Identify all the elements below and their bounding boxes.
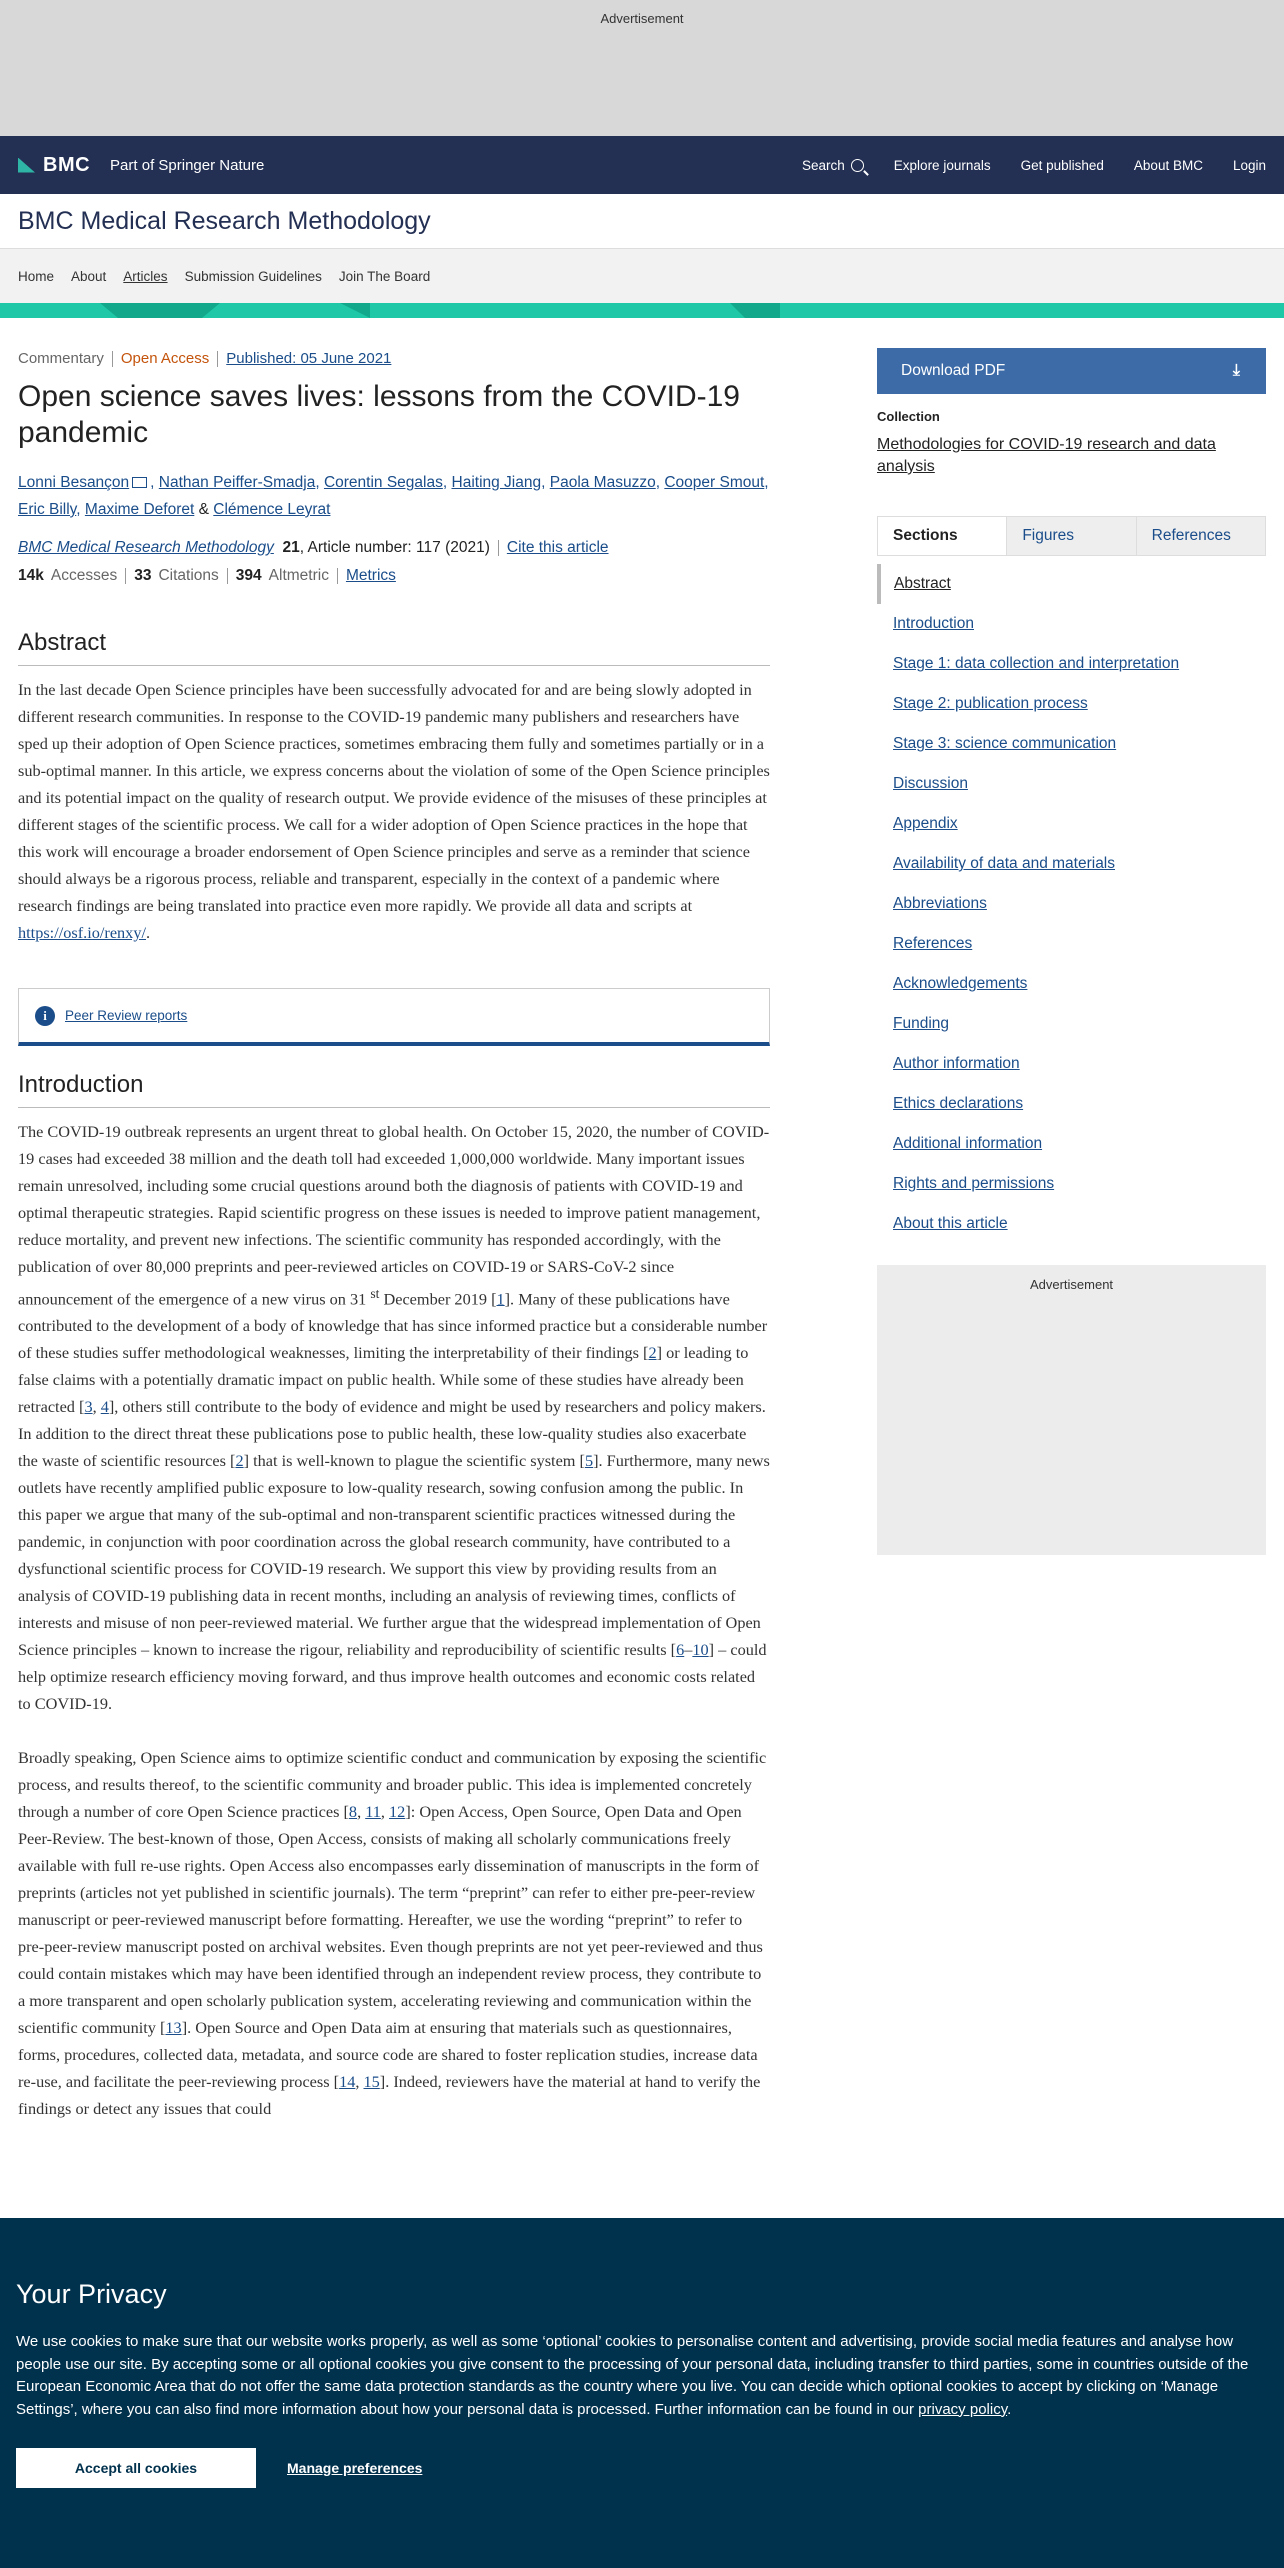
section-link-stage-2[interactable]: Stage 2: publication process bbox=[893, 695, 1088, 712]
citations-label: Citations bbox=[158, 567, 219, 584]
brand-subtitle: Part of Springer Nature bbox=[110, 156, 265, 174]
intro-paragraph-2: Broadly speaking, Open Science aims to optimize scientific conduct and communication by exposing the scientific process, and results thereof, to the scientific community and broader public. This idea is implemented concretely through a number of core Open Science practices [8, 11, 12]: Open Access, Open Source, Open Data and Open Peer-Review. The best-known of those, Open Access, consists of making all scholarly communications freely available with full re-use rights. Open Access also encompasses early dissemination of manuscripts in the form of preprints (articles not yet published in scientific journals). The term “preprint” can refer to either pre-peer-review manuscript or peer-reviewed manuscript before formatting. Hereafter, we use the wording “preprint” to refer to pre-peer-review manuscript posted on archival websites. Even though preprints are not yet peer-reviewed and thus could contain mistakes which may have been identified through an independent review process, they contribute to a more transparent and open scholarly publication system, accelerating reviewing and communication within the scientific community [13]. Open Source and Open Data aim at ensuring that materials such as questionnaires, forms, procedures, collected data, metadata, and source code are shared to foster replication studies, increase data re-use, and facilitate the peer-reviewing process [14, 15]. Indeed, reviewers have the material at hand to verify the findings or detect any issues that could bbox=[18, 1748, 767, 2119]
privacy-buttons bbox=[16, 2448, 1268, 2488]
citation-journal[interactable]: BMC Medical Research Methodology bbox=[18, 539, 274, 556]
reference-link[interactable]: 3 bbox=[84, 1397, 93, 1417]
reference-link[interactable]: 10 bbox=[692, 1640, 709, 1660]
reference-link[interactable]: 13 bbox=[165, 2018, 182, 2038]
citation-line bbox=[18, 539, 770, 557]
article-meta bbox=[18, 350, 770, 367]
section-link-references[interactable]: References bbox=[893, 935, 973, 952]
login-link[interactable]: Login bbox=[1232, 157, 1266, 173]
sidebar-advertisement bbox=[877, 1265, 1266, 1555]
nav-explore-journals[interactable]: Explore journals bbox=[893, 157, 991, 173]
journal-title[interactable]: BMC Medical Research Methodology bbox=[0, 194, 1284, 249]
reference-link[interactable]: 1 bbox=[496, 1289, 505, 1309]
reference-link[interactable]: 4 bbox=[100, 1397, 109, 1417]
journal-nav-articles[interactable]: Articles bbox=[123, 268, 168, 284]
section-link-rights[interactable]: Rights and permissions bbox=[893, 1175, 1055, 1192]
section-link-funding[interactable]: Funding bbox=[893, 1015, 950, 1032]
author-link[interactable]: Haiting Jiang bbox=[451, 474, 542, 491]
section-link-ethics[interactable]: Ethics declarations bbox=[893, 1095, 1024, 1112]
open-access-badge: Open Access bbox=[120, 350, 210, 367]
section-link-additional-information[interactable]: Additional information bbox=[893, 1135, 1043, 1152]
section-link-abbreviations[interactable]: Abbreviations bbox=[893, 895, 987, 912]
article-metrics bbox=[18, 567, 770, 585]
altmetric-label: Altmetric bbox=[268, 567, 329, 584]
info-icon: i bbox=[35, 1006, 55, 1026]
section-link-abstract[interactable]: Abstract bbox=[877, 564, 1266, 604]
article-main bbox=[18, 350, 770, 2122]
reference-link[interactable]: 2 bbox=[648, 1343, 657, 1363]
cite-this-article-link[interactable]: Cite this article bbox=[506, 539, 609, 556]
reference-link[interactable]: 14 bbox=[339, 2072, 356, 2092]
download-pdf-label: Download PDF bbox=[901, 362, 1006, 379]
bmc-logo-mark-icon bbox=[18, 158, 35, 173]
accesses-count: 14k bbox=[18, 567, 44, 584]
download-pdf-button[interactable] bbox=[877, 348, 1266, 394]
sidebar bbox=[877, 348, 1266, 1555]
citation-article-number: , Article number: 117 (2021) bbox=[299, 539, 490, 556]
reference-link[interactable]: 11 bbox=[365, 1802, 381, 1822]
author-link[interactable]: Lonni Besançon bbox=[18, 474, 130, 491]
reference-link[interactable]: 6 bbox=[676, 1640, 685, 1660]
search-icon bbox=[851, 159, 864, 172]
nav-get-published[interactable]: Get published bbox=[1020, 157, 1104, 173]
email-icon[interactable] bbox=[132, 477, 147, 488]
abstract-heading: Abstract bbox=[18, 629, 770, 666]
journal-nav bbox=[0, 249, 1284, 303]
published-date[interactable]: Published: 05 June 2021 bbox=[226, 350, 392, 367]
privacy-policy-link[interactable]: privacy policy bbox=[918, 2400, 1008, 2418]
reference-link[interactable]: 2 bbox=[235, 1451, 244, 1471]
collection-heading: Collection bbox=[877, 409, 940, 424]
tab-figures[interactable]: Figures bbox=[1006, 517, 1135, 555]
tab-sections[interactable]: Sections bbox=[878, 517, 1006, 555]
osf-link[interactable]: https://osf.io/renxy/ bbox=[18, 923, 146, 942]
section-link-author-information[interactable]: Author information bbox=[893, 1055, 1020, 1072]
journal-nav-home[interactable]: Home bbox=[18, 268, 55, 284]
section-link-stage-3[interactable]: Stage 3: science communication bbox=[893, 735, 1117, 752]
collection-link[interactable]: Methodologies for COVID-19 research and data analysis bbox=[877, 436, 1216, 475]
sidebar-tabs bbox=[877, 516, 1266, 556]
peer-review-link[interactable]: Peer Review reports bbox=[65, 1008, 188, 1023]
reference-link[interactable]: 15 bbox=[363, 2072, 380, 2092]
reference-link[interactable]: 12 bbox=[389, 1802, 406, 1822]
accept-all-cookies-button[interactable]: Accept all cookies bbox=[16, 2448, 256, 2488]
section-link-appendix[interactable]: Appendix bbox=[893, 815, 958, 832]
privacy-text: We use cookies to make sure that our website works properly, as well as some ‘optional’ cookies to personalise content and advertising, provide social media features and analyse how people use our site. By accepting some or all optional cookies you give consent to the processing of your personal data, including transfer to third parties, some in countries outside of the European Economic Area that do not offer the same data protection standards as the country where you live. You can decide which optional cookies to accept by clicking on ‘Manage Settings’, where you can also find more information about how your personal data is processed. Further information can be found in our privacy policy. bbox=[16, 2333, 1249, 2418]
bmc-logo[interactable] bbox=[18, 154, 264, 177]
citation-volume: 21 bbox=[282, 539, 300, 556]
author-link[interactable]: Paola Masuzzo bbox=[549, 474, 656, 491]
global-nav bbox=[742, 136, 1266, 194]
journal-nav-submission-guidelines[interactable]: Submission Guidelines bbox=[184, 268, 322, 284]
article-type: Commentary bbox=[18, 350, 104, 367]
decorative-band bbox=[0, 303, 1284, 318]
tab-references[interactable]: References bbox=[1136, 517, 1265, 555]
section-link-availability[interactable]: Availability of data and materials bbox=[893, 855, 1116, 872]
author-link[interactable]: Cooper Smout bbox=[664, 474, 765, 491]
abstract-text: In the last decade Open Science principles have been successfully advocated for and are being slowly adopted in different research communities. In response to the COVID-19 pandemic many publishers and researchers have sped up their adoption of Open Science practices, sometimes embracing them fully and sometimes partially or in a sub-optimal manner. In this article, we express concerns about the violation of some of the Open Science principles and its potential impact on the quality of research output. We provide evidence of the misuses of these principles at different stages of the scientific process. We call for a wider adoption of Open Science practices in the hope that this work will encourage a broader endorsement of Open Science principles and serve as a reminder that science should always be a rigorous process, reliable and transparent, especially in the context of a pandemic where research findings are being translated into practice even more rapidly. We provide all data and scripts at https://osf.io/renxy/. bbox=[18, 680, 770, 942]
author-link[interactable]: Corentin Segalas bbox=[323, 474, 443, 491]
privacy-heading: Your Privacy bbox=[16, 2279, 167, 2309]
metrics-link[interactable]: Metrics bbox=[345, 567, 396, 584]
author-link[interactable]: Nathan Peiffer-Smadja bbox=[158, 474, 316, 491]
introduction-heading: Introduction bbox=[18, 1071, 770, 1108]
author-link[interactable]: Maxime Deforet bbox=[84, 501, 195, 518]
search-label: Search bbox=[802, 157, 845, 173]
search-button[interactable] bbox=[772, 158, 864, 173]
top-advertisement bbox=[0, 0, 1284, 136]
ad-label: Advertisement bbox=[1029, 1277, 1114, 1292]
author-list: Lonni Besançon , Nathan Peiffer-Smadja, Corentin Segalas, Haiting Jiang, Paola Masuzzo, Cooper Smout, Eric Billy, Maxime Deforet & Clémence Leyrat bbox=[18, 474, 769, 518]
ad-label: Advertisement bbox=[600, 11, 684, 26]
author-link[interactable]: Eric Billy bbox=[18, 501, 77, 518]
global-header bbox=[0, 136, 1284, 194]
section-link-stage-1[interactable]: Stage 1: data collection and interpretation bbox=[893, 655, 1180, 672]
journal-nav-join-the-board[interactable]: Join The Board bbox=[338, 268, 431, 284]
privacy-banner bbox=[0, 2218, 1284, 2568]
accesses-label: Accesses bbox=[50, 567, 118, 584]
altmetric-count: 394 bbox=[235, 567, 262, 584]
reference-link[interactable]: 8 bbox=[348, 1802, 358, 1822]
journal-nav-about[interactable]: About bbox=[71, 268, 107, 284]
manage-preferences-button[interactable]: Manage preferences bbox=[287, 2460, 423, 2476]
nav-about-bmc[interactable]: About BMC bbox=[1133, 157, 1203, 173]
author-link[interactable]: Clémence Leyrat bbox=[213, 501, 331, 518]
sections-list bbox=[877, 564, 1266, 1244]
reference-link[interactable]: 5 bbox=[584, 1451, 594, 1471]
section-link-acknowledgements[interactable]: Acknowledgements bbox=[893, 975, 1028, 992]
article-title: Open science saves lives: lessons from the COVID-19 pandemic bbox=[18, 380, 740, 449]
section-link-about[interactable]: About this article bbox=[893, 1215, 1008, 1232]
intro-paragraph-1: The COVID-19 outbreak represents an urgent threat to global health. On October 15, 2020, the number of COVID-19 cases had exceeded 38 million and the death toll had exceeded 1,000,000 worldwide. Many important issues remain unresolved, including some crucial questions around both the diagnosis of patients with COVID-19 and optimal therapeutic strategies. Rapid scientific progress on these issues is needed to improve patient management, reduce mortality, and prevent new infections. The scientific community has responded accordingly, with the publication of over 80,000 preprints and peer-reviewed articles on COVID-19 or SARS-CoV-2 since announcement of the emergence of a new virus on 31 $^{st}$ December 2019 [1]. Many of these publications have contributed to the development of a body of knowledge that has since informed practice but a considerable number of these studies suffer methodological weaknesses, limiting the interpretability of their findings [2] or leading to false claims with a potentially dramatic impact on public health. While some of these studies have already been retracted [3, 4], others still contribute to the body of evidence and might be used by researchers and policy makers. In addition to the direct threat these publications pose to public health, these low-quality studies also exacerbate the waste of scientific resources [2] that is well-known to plague the scientific system [5]. Furthermore, many news outlets have recently amplified public exposure to low-quality research, sowing confusion among the public. In this paper we argue that many of the sub-optimal and non-transparent scientific practices witnessed during the pandemic, in conjunction with poor coordination across the global research community, have contributed to a dysfunctional scientific process for COVID-19 research. We support this view by providing results from an analysis of COVID-19 publishing data in recent months, including an analysis of reviewing times, conflicts of interests and misuse of non peer-reviewed material. We further argue that the widespread implementation of Open Science principles – known to increase the rigour, reliability and reproducibility of scientific results [6–10] – could help optimize research efficiency moving forward, and thus improve health outcomes and economic costs related to COVID-19. bbox=[18, 1122, 770, 1714]
section-link-discussion[interactable]: Discussion bbox=[893, 775, 968, 792]
download-icon: ⤓ bbox=[1232, 362, 1240, 379]
brand-name: BMC bbox=[43, 153, 91, 176]
section-link-introduction[interactable]: Introduction bbox=[893, 615, 974, 632]
peer-review-reports[interactable] bbox=[18, 988, 770, 1046]
citations-count: 33 bbox=[134, 567, 152, 584]
